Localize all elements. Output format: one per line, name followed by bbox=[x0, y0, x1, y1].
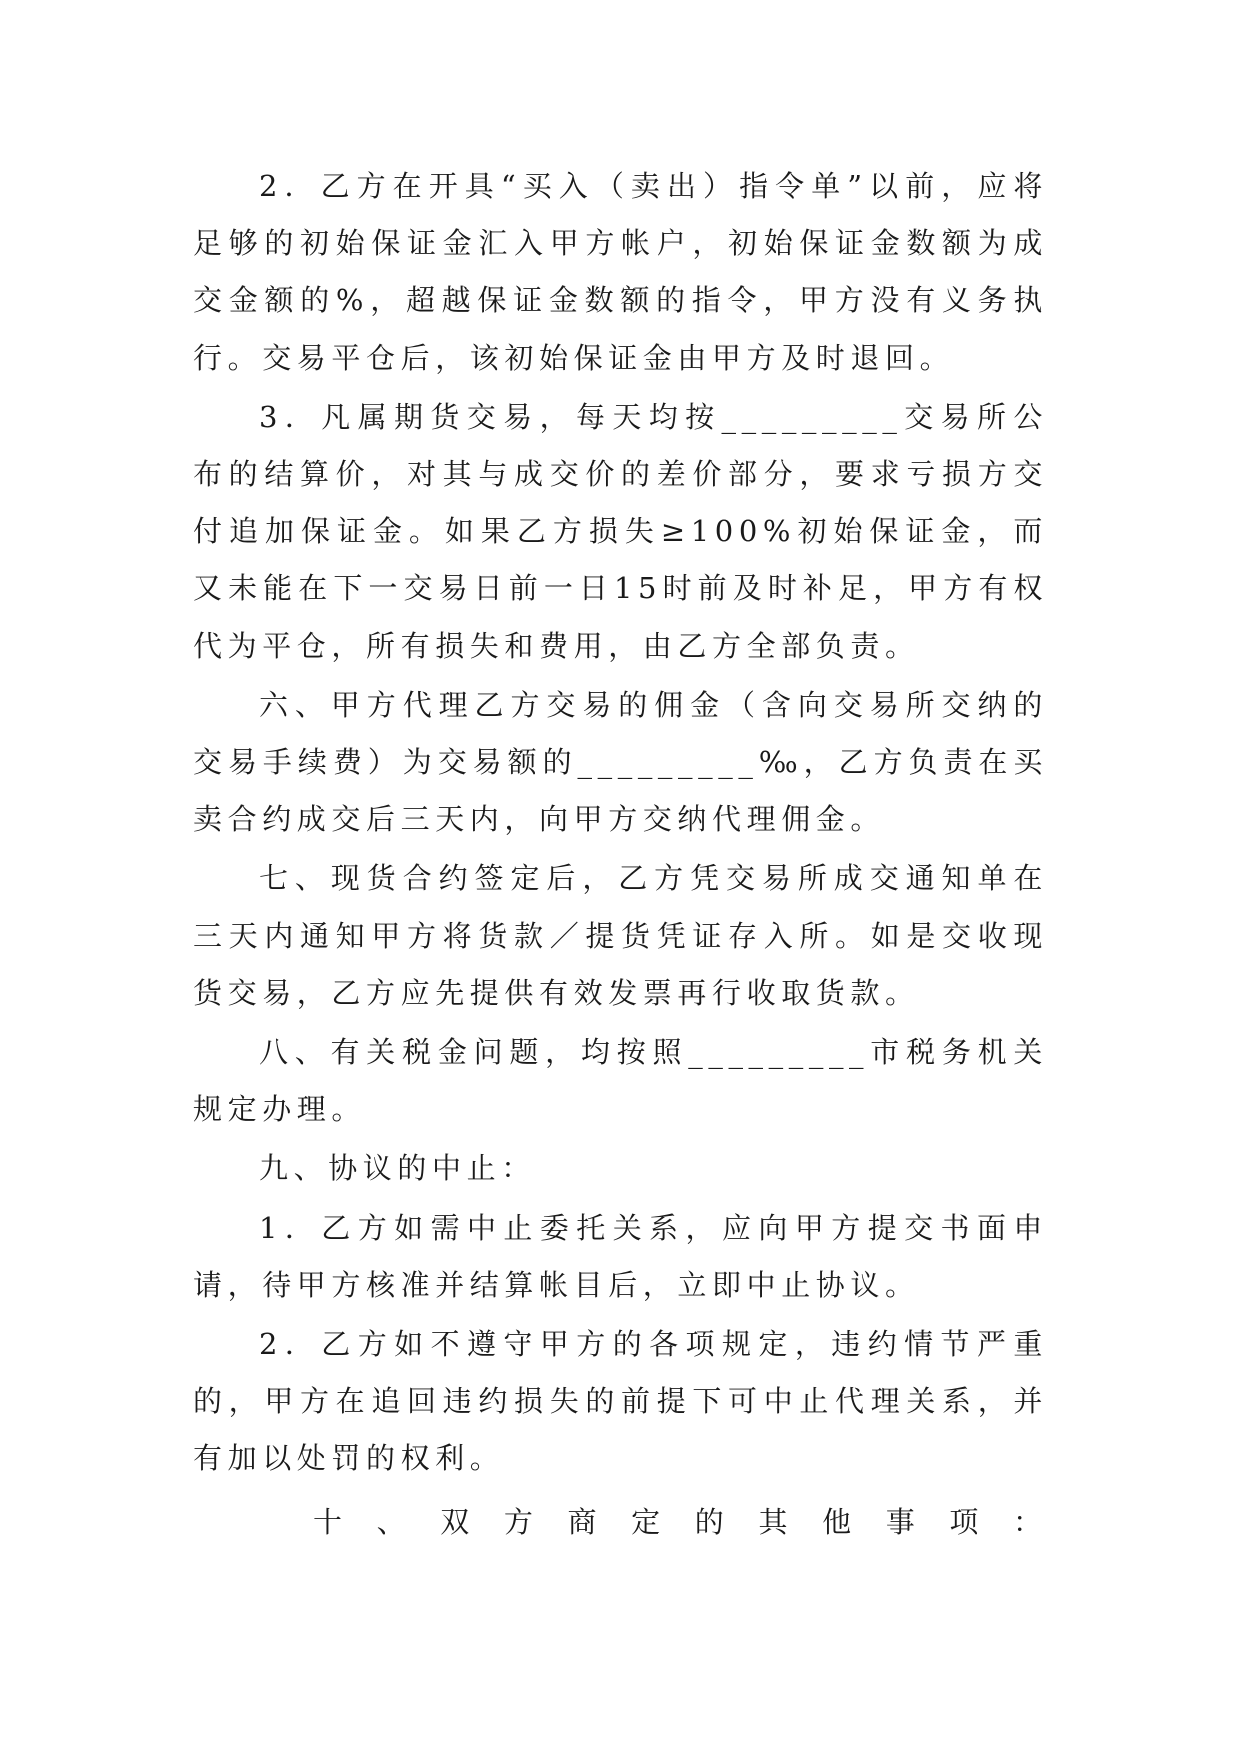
clause-10-heading: 十、双方商定的其他事项： bbox=[313, 1504, 1048, 1539]
clause-9-2-breach-termination: 2．乙方如不遵守甲方的各项规定，违约情节严重的，甲方在追回违约损失的前提下可中止代理关系，并有加以处罚的权利。 bbox=[193, 1327, 1048, 1476]
clause-9-heading: 九、协议的中止： bbox=[259, 1151, 536, 1186]
clause-5-2-margin-deposit: 2．乙方在开具“买入（卖出）指令单”以前，应将足够的初始保证金汇入甲方帐户，初始保证金数额为成交金额的%，超越保证金数额的指令，甲方没有义务执行。交易平仓后，该初始保证金由甲方及时退回。 bbox=[193, 169, 1048, 375]
clause-5-3-daily-settlement: 3．凡属期货交易，每天均按_________交易所公布的结算价，对其与成交价的差价部分，要求亏损方交付追加保证金。如果乙方损失≥100%初始保证金，而又未能在下一交易日前一日15时前及时补足，甲方有权代为平仓，所有损失和费用，由乙方全部负责。 bbox=[193, 399, 1048, 663]
clause-9-1-termination-request: 1．乙方如需中止委托关系，应向甲方提交书面申请，待甲方核准并结算帐目后，立即中止协议。 bbox=[193, 1210, 1048, 1302]
clause-6-commission: 六、甲方代理乙方交易的佣金（含向交易所交纳的交易手续费）为交易额的_________‰，乙方负责在买卖合约成交后三天内，向甲方交纳代理佣金。 bbox=[193, 687, 1048, 837]
document-body bbox=[193, 158, 1048, 1553]
clause-8-taxes: 八、有关税金问题，均按照_________市税务机关规定办理。 bbox=[193, 1035, 1048, 1127]
clause-7-spot-contract: 七、现货合约签定后，乙方凭交易所成交通知单在三天内通知甲方将货款／提货凭证存入所。如是交收现货交易，乙方应先提供有效发票再行收取货款。 bbox=[193, 861, 1048, 1010]
